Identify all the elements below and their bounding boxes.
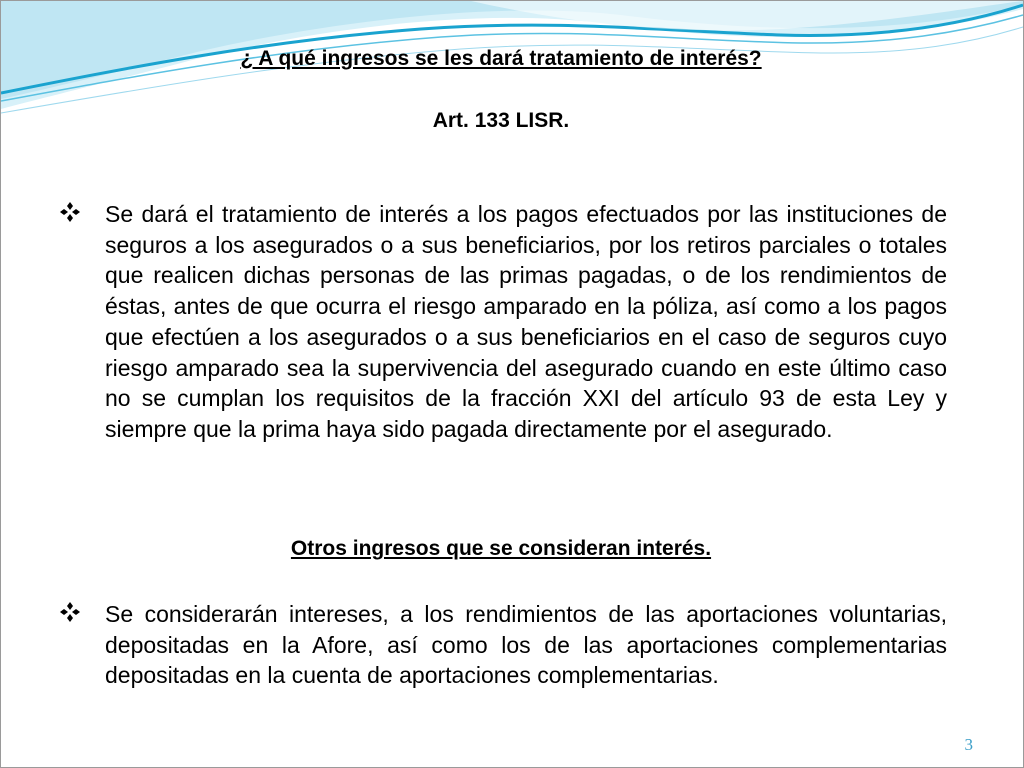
slide-title: ¿ A qué ingresos se les dará tratamiento de interés?	[240, 47, 762, 70]
page-number: 3	[964, 735, 973, 754]
bullet-text: Se dará el tratamiento de interés a los pagos efectuados por las instituciones de seguros a los asegurados o a sus beneficiarios, por los retiros parciales o totales que realicen dichas personas de las primas pagadas, o de los rendimientos de éstas, antes de que ocurra el riesgo amparado en la póliza, así como a los pagos que efectúen a los asegurados o a sus beneficiarios en el caso de seguros cuyo riesgo amparado sea la supervivencia del asegurado cuando en este último caso no se cumplan los requisitos de la fracción XXI del artículo 93 de esta Ley y siempre que la prima haya sido pagada directamente por el asegurado.	[105, 201, 947, 442]
bullet-item	[59, 199, 947, 445]
bullet-item	[59, 599, 947, 691]
diamond-bullet-icon	[59, 601, 81, 623]
section-subtitle: Otros ingresos que se consideran interés.	[290, 537, 712, 560]
diamond-bullet-icon	[59, 201, 81, 223]
bullet-text: Se considerarán intereses, a los rendimientos de las aportaciones voluntarias, depositadas en la Afore, así como los de las aportaciones complementarias depositadas en la cuenta de aportaciones complementarias.	[105, 601, 947, 689]
article-reference: Art. 133 LISR.	[432, 109, 570, 132]
